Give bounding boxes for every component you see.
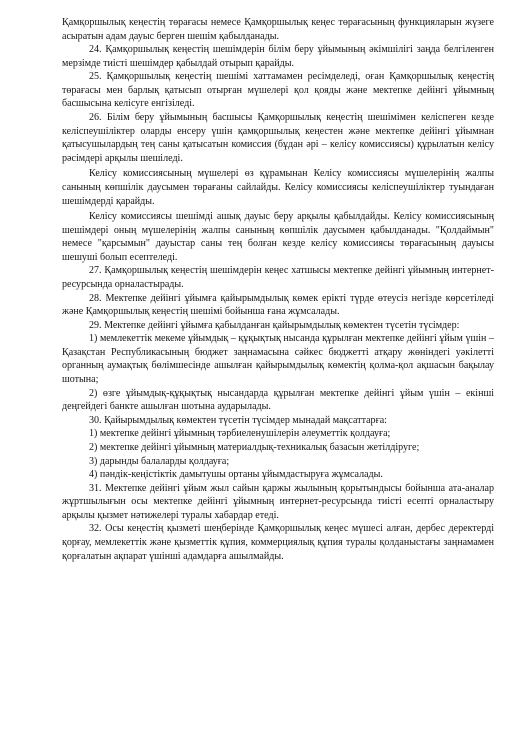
list-item-29-1: 1) мемлекеттік мекеме ұйымдық – құқықтық нысанда құрылған мектепке дейінгі ұйым үшін – Қазақстан Республикасының бюджет заңнамасына сәйкес бюджетті атқару жөніндегі уәкілетті органның аумақтық бөлімшесінде ашылған қайырымдылық көмектің қолма-қол ақшасын бақылау шотына;: [62, 333, 494, 386]
paragraph-31: 31. Мектепке дейінгі ұйым жыл сайын қаржы жылының қорытындысы бойынша ата-аналар жұртшылығын осы мектепке дейінгі ұйымның интернет-ресурсында тиісті есепті орналастыру арқылы қызмет нәтижелері туралы хабардар етеді.: [62, 482, 494, 521]
paragraph-commission-decision: Келісу комиссиясы шешімді ашық дауыс беру арқылы қабылдайды. Келісу комиссиясының шешімдері оның мүшелерінің жалпы санының көпшілік даусымен қабылданады. "Қолдаймын" немесе "қарсымын" дауыстар саны тең болған кезде келісу комиссиясы төрағасының дауысы шешуші болып есептеледі.: [62, 211, 494, 263]
paragraph-32: 32. Осы кеңестің қызметі шеңберінде Қамқоршылық кеңес мүшесі алған, дербес деректерді қорғау, мемлекеттік және қызметтік құпия, коммерциялық құпия туралы қолданыстағы заңнамамен қорғалатын ақпарат үшінші адамдарға ашылмайды.: [62, 523, 494, 562]
list-item-29-2: 2) өзге ұйымдық-құқықтық нысандарда құрылған мектепке дейінгі ұйым үшін – екінші деңгейдегі банкте ашылған шотына аударылады.: [62, 387, 494, 413]
list-item-30-3: 3) дарынды балаларды қолдауға;: [89, 455, 230, 467]
document-body: [62, 16, 494, 563]
list-item-30-4: 4) пәндік-кеңістіктік дамытушы ортаны ұйымдастыруға жұмсалады.: [89, 469, 383, 481]
paragraph-continuation: Қамқоршылық кеңестің төрағасы немесе Қамқоршылық кеңес төрағасының функцияларын жүзеге асыратын адам дауыс берген шешім қабылданады.: [62, 17, 494, 42]
paragraph-25: 25. Қамқоршылық кеңестің шешімі хаттамамен ресімделеді, оған Қамқоршылық кеңестің төрағасы мен барлық қатысып отырған мүшелері қол қояды және мектепке дейінгі ұйымның басшысына келісуге енгізіледі.: [62, 71, 494, 110]
paragraph-29: 29. Мектепке дейінгі ұйымға қабылданған қайырымдылық көмектен түсетін түсімдер:: [89, 319, 460, 331]
paragraph-30: 30. Қайырымдылық көмектен түсетін түсімдер мынадай мақсаттарға:: [89, 414, 387, 426]
paragraph-commission-members: Келісу комиссиясының мүшелері өз құрамынан Келісу комиссиясы мүшелерінің жалпы санының көпшілік даусымен төрағаны сайлайды. Келісу комиссиясы келіспеушіліктер туындаған шешімдерді қарайды.: [62, 168, 494, 207]
paragraph-28: 28. Мектепке дейінгі ұйымға қайырымдылық көмек еріктi түрде өтеусіз негізде көрсетіледі және Қамқоршылық кеңестің шешімі бойынша ғана жұмсалады.: [62, 292, 494, 318]
paragraph-27: 27. Қамқоршылық кеңестің шешімдерін кеңес хатшысы мектепке дейінгі ұйымның интернет-ресурсында орналастырады.: [62, 265, 494, 290]
list-item-30-1: 1) мектепке дейінгі ұйымның тәрбиеленушілерін әлеуметтік қолдауға;: [89, 428, 391, 440]
paragraph-26: 26. Білім беру ұйымының басшысы Қамқоршылық кеңестің шешімімен келіспеген кезде келіспеушіліктер оларды енсеру үшін қамқоршылық кеңестен және мектепке дейінгі ұйымнан қатысушылардың тең саны қатысатын комиссия (бұдан әрі – келісу комиссиясы) құрылатын келісу рәсімдері арқылы шешіледі.: [62, 112, 494, 164]
list-item-30-2: 2) мектепке дейінгі ұйымның материалдық-техникалық базасын жетілдіруге;: [89, 441, 420, 453]
paragraph-24: 24. Қамқоршылық кеңестің шешімдерін білім беру ұйымының әкімшілігі заңда белгіленген мерзімде тиісті шешімдер қабылдай отырып қарайды.: [62, 44, 494, 69]
